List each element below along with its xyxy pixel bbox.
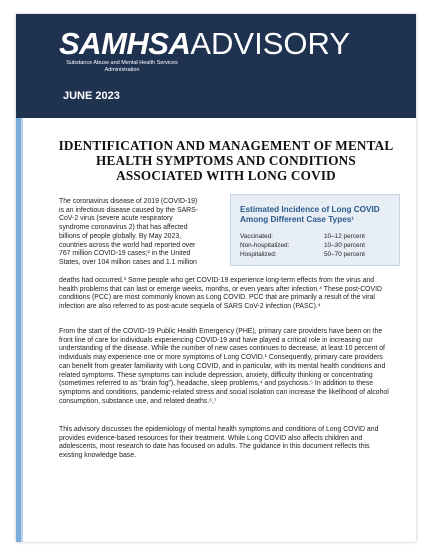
incidence-callout-box — [230, 194, 400, 266]
advisory-scope-paragraph: This advisory discusses the epidemiology of mental health symptoms and conditions of Long COVID and provides evidence-based resources for their treatment. While Long COVID also affects children and adolescents, most research to date has focused on adults. The guidance in this document reflects this existing knowledge base. — [59, 426, 379, 460]
callout-row-label: Non-hospitalized: — [240, 242, 290, 249]
brand-advisory: ADVISORY — [190, 26, 350, 61]
intro-paragraph-part2: deaths had occurred.³ Some people who get COVID-19 experience long-term effects from the virus and health problems that can last or emerge weeks, months, or even years after infection.⁴ These post-COVID conditions (PCC) are most commonly known as Long COVID. PCC that are primarily a result of the viral infection are also referred to as post-acute sequela of SARS CoV-2 infection (PASC).⁴ — [59, 277, 383, 311]
intro-paragraph-part1: The coronavirus disease of 2019 (COVID-19) is an infectious disease caused by the SARS-CoV-2 virus (severe acute respiratory syndrome coronavirus 2) that has affected billions of people globally. By May 2023, countries across the world had reported over 767 million COVID-19 cases;² in the United States, over 104 million cases and 1.1 million — [59, 198, 199, 266]
callout-row-label: Hospitalized: — [240, 251, 277, 258]
callout-row-value: 10–30 percent — [324, 242, 365, 249]
samhsa-advisory-logo — [59, 28, 350, 59]
callout-row-label: Vaccinated: — [240, 233, 273, 240]
callout-row-value: 50–70 percent — [324, 251, 365, 258]
primary-care-paragraph: From the start of the COVID-19 Public Health Emergency (PHE), primary care providers have been on the front line of care for individuals experiencing COVID-19 and have played a critical role in increasing our understanding of the disease. While the number of new cases continues to decrease, at least 10 percent of individuals may experience one or more symptoms of Long COVID.¹ Consequently, primary care providers can benefit from greater familiarity with Long COVID, and in particular, with its mental health conditions and related symptoms. These symptoms can include depression, anxiety, difficulty thinking or concentrating (sometimes referred to as “brain fog”), headache, sleep problems,⁴ and psychosis.⁵ In addition to these symptoms and conditions, pandemic-related stress and social isolation can increase the likelihood of alcohol consumption, substance use, and related deaths.⁶,⁷ — [59, 328, 389, 405]
header-banner — [16, 14, 416, 118]
publication-date: JUNE 2023 — [63, 90, 120, 102]
advisory-page — [16, 14, 416, 542]
callout-row-value: 10–12 percent — [324, 233, 365, 240]
brand-samhsa: SAMHSA — [59, 26, 191, 61]
side-stripe-light — [21, 118, 23, 542]
callout-title: Estimated Incidence of Long COVID Among Different Case Types¹ — [240, 205, 380, 224]
agency-name: Substance Abuse and Mental Health Services Administration — [66, 60, 178, 73]
document-title: IDENTIFICATION AND MANAGEMENT OF MENTAL HEALTH SYMPTOMS AND CONDITIONS ASSOCIATED WITH LONG COVID — [58, 138, 394, 183]
